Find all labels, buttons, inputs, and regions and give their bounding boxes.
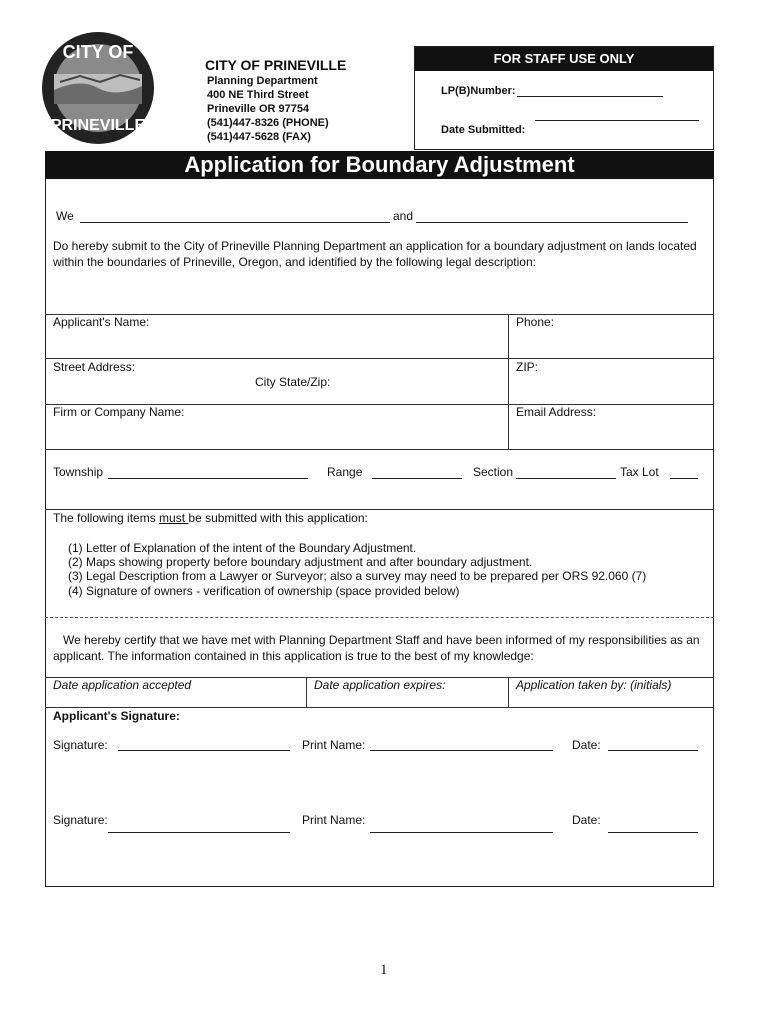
applicant-one-field[interactable] [80,222,390,223]
tax-lot-label: Tax Lot [620,465,659,479]
phone-number: (541)447-8326 (PHONE) [207,117,329,129]
column-divider [508,314,509,449]
street-address-label: Street Address: [53,360,136,374]
column-divider [508,677,509,707]
city-seal-logo [40,30,156,146]
print-name-field-2[interactable] [370,832,553,833]
section-field[interactable] [516,478,616,479]
signature-field-2[interactable] [108,832,290,833]
department-name: Planning Department [207,75,318,87]
township-field[interactable] [108,478,308,479]
city-state-zip: Prineville OR 97754 [207,103,310,115]
row-divider [45,358,714,359]
firm-name-label: Firm or Company Name: [53,405,185,419]
applicant-name-label: Applicant's Name: [53,315,150,329]
zip-label: ZIP: [516,360,539,374]
requirement-item: (1) Letter of Explanation of the intent of the Boundary Adjustment. [68,541,417,555]
row-divider [45,449,714,450]
lp-number-label: LP(B)Number: [441,85,516,97]
street-address: 400 NE Third Street [207,89,309,101]
staff-use-box [414,46,714,150]
print-name-label: Print Name: [302,738,366,752]
form-box [45,179,714,887]
phone-label: Phone: [516,315,555,329]
date-accepted-label: Date application accepted [53,678,192,692]
email-label: Email Address: [516,405,597,419]
signature-heading: Applicant's Signature: [53,709,180,723]
staff-blank-field[interactable] [535,120,699,121]
date-field-2[interactable] [608,832,698,833]
township-label: Township [53,465,104,479]
form-title: Application for Boundary Adjustment [45,151,714,179]
staff-use-title: FOR STAFF USE ONLY [415,47,713,71]
row-divider [45,509,714,510]
we-label: We [56,209,74,223]
print-name-field-1[interactable] [370,750,553,751]
requirements-intro: The following items must be submitted with this application: [53,511,368,525]
signature-field-1[interactable] [118,750,290,751]
lp-number-field[interactable] [517,96,663,97]
taken-by-label: Application taken by: (initials) [516,678,672,692]
date-field-1[interactable] [608,750,698,751]
requirement-item: (3) Legal Description from a Lawyer or Surveyor; also a survey may need to be prepared per ORS 92.060 (7) [68,569,647,583]
date-label: Date: [572,813,601,827]
city-name: CITY OF PRINEVILLE [205,57,347,73]
and-label: and [393,209,414,223]
date-expires-label: Date application expires: [314,678,446,692]
tax-lot-field[interactable] [670,478,698,479]
date-label: Date: [572,738,601,752]
row-divider [45,707,714,708]
city-state-zip-label: City State/Zip: [255,375,331,389]
requirement-item: (4) Signature of owners - verification of ownership (space provided below) [68,584,460,598]
row-divider [45,617,714,618]
certification-text: We hereby certify that we have met with Planning Department Staff and have been informed of my responsibilities as an applicant. The information contained in this application is true to the best of my knowledge: [53,633,700,663]
applicant-two-field[interactable] [416,222,688,223]
intro-text: Do hereby submit to the City of Prineville Planning Department an application for a boundary adjustment on lands located within the boundaries of Prineville, Oregon, and identified by the following legal description: [53,239,697,269]
page-number: 1 [380,962,388,978]
requirement-item: (2) Maps showing property before boundary adjustment and after boundary adjustment. [68,555,533,569]
signature-label: Signature: [53,738,108,752]
column-divider [306,677,307,707]
range-field[interactable] [372,478,462,479]
signature-label: Signature: [53,813,108,827]
date-submitted-label: Date Submitted: [441,124,526,136]
svg-text:PRINEVILLE: PRINEVILLE [50,117,146,134]
fax-number: (541)447-5628 (FAX) [207,131,311,143]
section-label: Section [473,465,514,479]
range-label: Range [327,465,363,479]
svg-text:CITY OF: CITY OF [62,42,134,62]
print-name-label: Print Name: [302,813,366,827]
